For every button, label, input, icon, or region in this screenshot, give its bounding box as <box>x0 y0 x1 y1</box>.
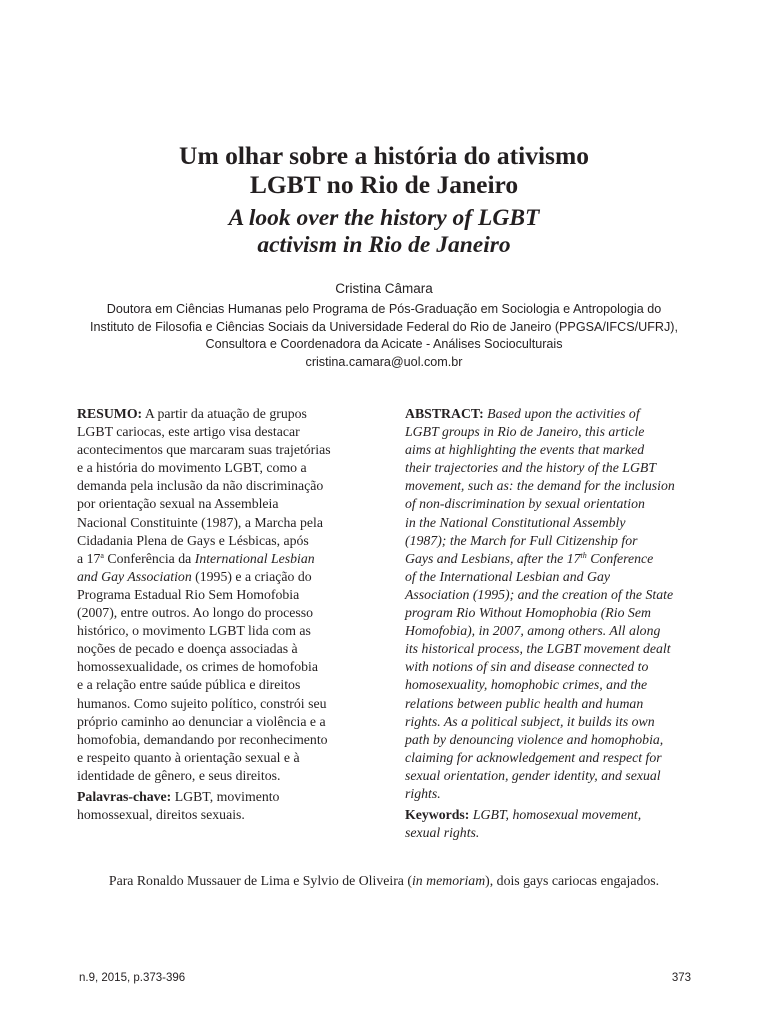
resumo-line: and Gay Association (1995) e a criação do <box>77 568 312 584</box>
resumo-line: homossexualidade, os crimes de homofobia <box>77 659 319 675</box>
abstract-line: (1987); the March for Full Citizenship for <box>405 532 638 548</box>
resumo-line: e a relação entre saúde pública e direitos <box>77 677 301 693</box>
abstract-line: movement, such as: the demand for the inclusion <box>405 478 675 494</box>
author-name: Cristina Câmara <box>335 281 433 296</box>
dedication: Para Ronaldo Mussauer de Lima e Sylvio de Oliveira (in memoriam), dois gays cariocas engajados. <box>108 873 660 888</box>
abstract-line: aims at highlighting the events that marked <box>405 442 645 458</box>
resumo-line: Programa Estadual Rio Sem Homofobia <box>77 586 300 602</box>
resumo-line: e respeito quanto à orientação sexual e à <box>77 749 300 765</box>
abstract-line: Association (1995); and the creation of the State <box>405 586 674 602</box>
abstract-line: sexual orientation, gender identity, and sexual <box>405 767 661 783</box>
abstract-line: Gays and Lesbians, after the 17th Conference <box>405 550 654 566</box>
resumo-line: noções de pecado e doença associadas à <box>77 641 298 657</box>
author-email: cristina.camara@uol.com.br <box>305 354 463 369</box>
abstract-line: rights. <box>405 785 441 801</box>
resumo-line: (2007), entre outros. Ao longo do processo <box>77 605 314 621</box>
page-number: 373 <box>671 972 691 984</box>
abstract-line: its historical process, the LGBT movement dealt <box>405 641 671 657</box>
affiliation-line: Consultora e Coordenadora da Acicate - Análises Socioculturais <box>205 337 563 352</box>
resumo-line: e a história do movimento LGBT, como a <box>77 460 307 476</box>
paper-title-portuguese <box>0 141 768 199</box>
abstract-keywords-line: sexual rights. <box>405 825 480 841</box>
abstract-line: homosexuality, homophobic crimes, and the <box>405 677 648 693</box>
resumo-line: acontecimentos que marcaram suas trajetórias <box>77 442 331 458</box>
resumo-keywords: Palavras-chave: LGBT, movimento <box>77 788 280 804</box>
resumo-line: por orientação sexual na Assembleia <box>77 496 279 512</box>
abstract-line: LGBT groups in Rio de Janeiro, this article <box>405 424 645 440</box>
paper-title-english <box>0 205 768 259</box>
author-affiliation <box>60 301 708 371</box>
resumo-line: humanos. Como sujeito político, constrói seu <box>77 695 327 711</box>
resumo-line: homofobia, demandando por reconhecimento <box>77 731 328 747</box>
keywords-label: Palavras-chave: <box>77 788 172 804</box>
abstract-line: rights. As a political subject, it builds its own <box>405 713 655 729</box>
affiliation-line: Instituto de Filosofia e Ciências Sociais da Universidade Federal do Rio de Janeiro (PPGSA/IFCS/UFRJ), <box>90 319 678 334</box>
resumo-line: demanda pela inclusão da não discriminação <box>77 478 324 494</box>
subtitle-line: activism in Rio de Janeiro <box>257 232 511 258</box>
abstract-line: Homofobia), in 2007, among others. All along <box>405 623 661 639</box>
abstract-line: in the National Constitutional Assembly <box>405 514 626 530</box>
keywords-label: Keywords: <box>405 807 470 823</box>
title-line: LGBT no Rio de Janeiro <box>249 170 519 199</box>
abstract-line: ABSTRACT: Based upon the activities of <box>405 406 640 421</box>
resumo-line: identidade de gênero, e seus direitos. <box>77 767 281 783</box>
resumo-line: RESUMO: A partir da atuação de grupos <box>77 406 307 421</box>
resumo-line: Cidadania Plena de Gays e Lésbicas, após <box>77 532 309 548</box>
abstract-line: with notions of sin and disease connected to <box>405 659 649 675</box>
abstract-line: path by denouncing violence and homophobia, <box>405 731 664 747</box>
resumo-keywords-line: homossexual, direitos sexuais. <box>77 807 245 823</box>
resumo-line: a 17$^a$ Conferência da International Lesbian <box>77 550 315 566</box>
abstract-line: claiming for acknowledgement and respect for <box>405 749 662 765</box>
abstract-line: of non-discrimination by sexual orientation <box>405 496 645 512</box>
resumo-label: RESUMO: <box>77 406 143 421</box>
abstract-column <box>405 405 705 842</box>
abstract-line: of the International Lesbian and Gay <box>405 568 611 584</box>
abstract-label: ABSTRACT: <box>405 406 484 421</box>
abstract-line: program Rio Without Homophobia (Rio Sem <box>405 605 651 621</box>
resumo-line: LGBT cariocas, este artigo visa destacar <box>77 424 300 440</box>
title-line: Um olhar sobre a história do ativismo <box>179 141 589 170</box>
resumo-line: Nacional Constituinte (1987), a Marcha pela <box>77 514 323 530</box>
resumo-column <box>77 405 367 824</box>
abstract-line: their trajectories and the history of the LGBT <box>405 460 657 476</box>
footer-citation: n.9, 2015, p.373-396 <box>79 972 186 984</box>
subtitle-line: A look over the history of LGBT <box>228 205 540 231</box>
abstract-line: relations between public health and human <box>405 695 644 711</box>
affiliation-line: Doutora em Ciências Humanas pelo Programa de Pós-Graduação em Sociologia e Antropologia do <box>106 302 662 316</box>
resumo-line: próprio caminho ao denunciar a violência e a <box>77 713 326 729</box>
abstract-keywords: Keywords: LGBT, homosexual movement, <box>405 807 642 823</box>
resumo-line: histórico, o movimento LGBT lida com as <box>77 623 311 639</box>
